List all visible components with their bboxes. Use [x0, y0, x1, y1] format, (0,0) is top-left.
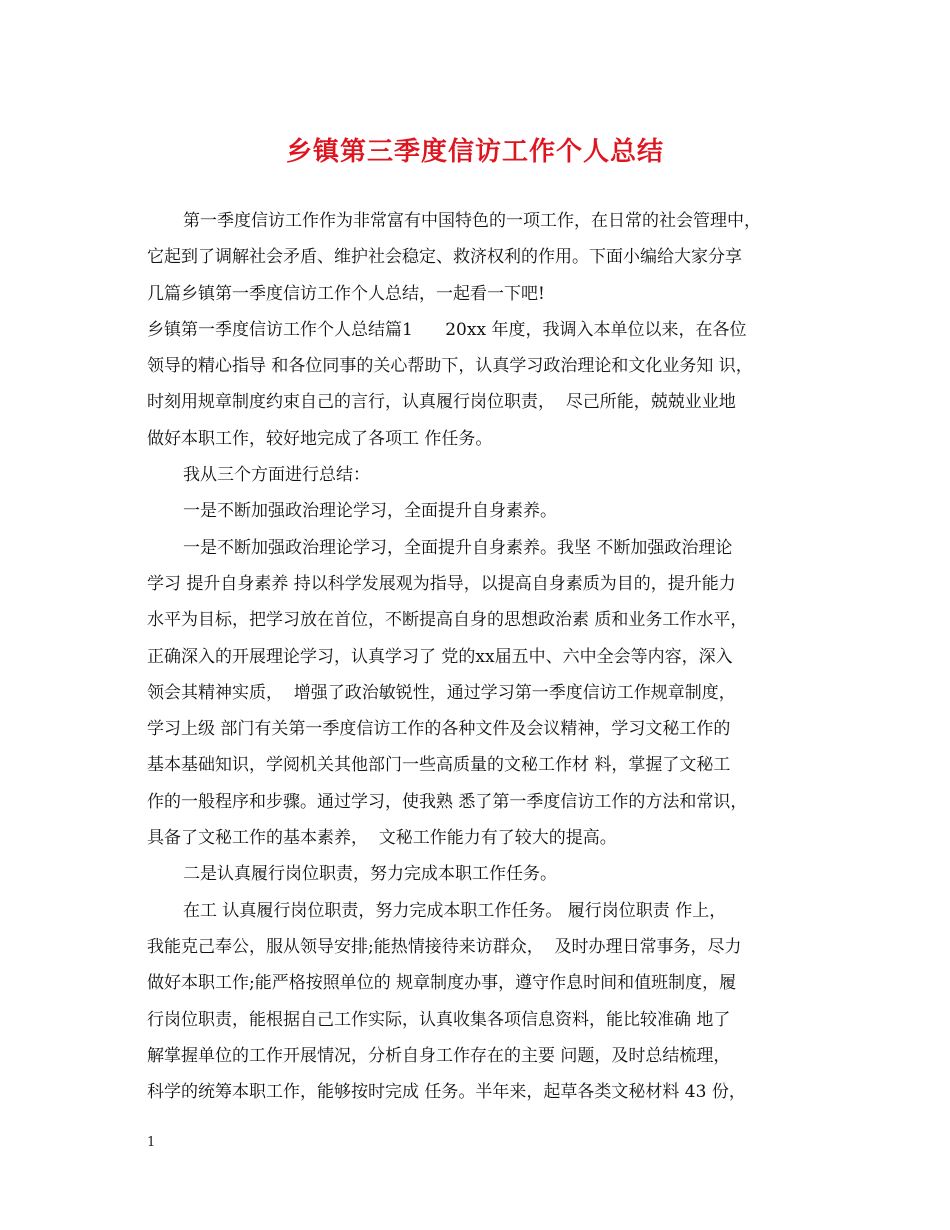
body-line: 几篇乡镇第一季度信访工作个人总结，一起看一下吧! — [147, 283, 545, 304]
body-line: 水平为目标，把学习放在首位，不断提高自身的思想政治素 质和业务工作水平， — [147, 610, 748, 631]
document-body — [147, 203, 813, 1110]
body-line: 基本基础知识，学阅机关其他部门一些高质量的文秘工作材 料，掌握了文秘工 — [147, 755, 731, 776]
body-line: 一是不断加强政治理论学习，全面提升自身素养。 — [183, 501, 557, 522]
body-line: 一是不断加强政治理论学习，全面提升自身素养。我坚 不断加强政治理论 — [183, 537, 733, 558]
body-line: 乡镇第一季度信访工作个人总结篇1 20xx 年度，我调入本单位以来，在各位 — [147, 319, 747, 340]
document-title: 乡镇第三季度信访工作个人总结 — [285, 137, 664, 167]
body-line: 做好本职工作;能严格按照单位的 规章制度办事，遵守作息时间和值班制度，履 — [147, 973, 737, 994]
body-line: 我从三个方面进行总结： — [183, 465, 370, 486]
body-line: 领导的精心指导 和各位同事的关心帮助下，认真学习政治理论和文化业务知 识， — [147, 356, 753, 377]
body-line: 二是认真履行岗位职责，努力完成本职工作任务。 — [183, 864, 557, 885]
body-line: 时刻用规章制度约束自己的言行，认真履行岗位职责， 尽己所能，兢兢业业地 — [147, 392, 736, 413]
body-line: 学习 提升自身素养 持以科学发展观为指导，以提高自身素质为目的，提升能力 — [147, 573, 736, 594]
body-line: 解掌握单位的工作开展情况，分析自身工作存在的主要 问题，及时总结梳理， — [147, 1045, 731, 1066]
page-number: 1 — [147, 1135, 156, 1150]
body-line: 在工 认真履行岗位职责，努力完成本职工作任务。 履行岗位职责 作上， — [183, 900, 727, 921]
body-line: 学习上级 部门有关第一季度信访工作的各种文件及会议精神，学习文秘工作的 — [147, 719, 731, 740]
body-line: 我能克己奉公，服从领导安排;能热情接待来访群众， 及时办理日常事务，尽力 — [147, 936, 742, 957]
body-line: 做好本职工作，较好地完成了各项工 作任务。 — [147, 428, 493, 449]
body-line: 行岗位职责，能根据自己工作实际，认真收集各项信息资料，能比较准确 地了 — [147, 1009, 731, 1030]
body-line: 正确深入的开展理论学习，认真学习了 党的xx届五中、六中全会等内容，深入 — [147, 646, 733, 667]
body-line: 具备了文秘工作的基本素养， 文秘工作能力有了较大的提高。 — [147, 828, 617, 849]
body-line: 科学的统筹本职工作，能够按时完成 任务。半年来，起草各类文秘材料 43 份， — [147, 1082, 746, 1103]
body-line: 第一季度信访工作作为非常富有中国特色的一项工作，在日常的社会管理中， — [183, 211, 761, 231]
body-line: 作的一般程序和步骤。通过学习，使我熟 悉了第一季度信访工作的方法和常识， — [147, 791, 748, 812]
body-line: 领会其精神实质， 增强了政治敏锐性，通过学习第一季度信访工作规章制度， — [147, 682, 736, 703]
body-line: 它起到了调解社会矛盾、维护社会稳定、救济权利的作用。下面小编给大家分享 — [147, 247, 742, 268]
